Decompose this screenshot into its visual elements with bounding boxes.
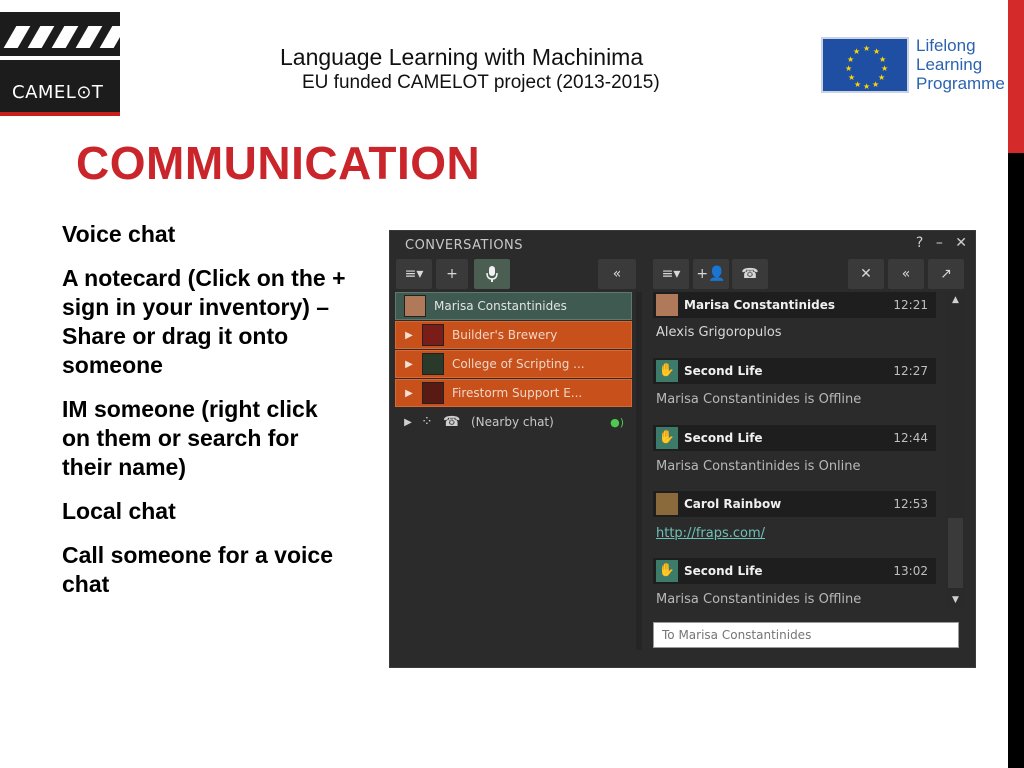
scroll-up-icon[interactable]: ▲ [952,295,959,305]
conversation-item-firestorm-support[interactable]: ▶ Firestorm Support E... [395,379,632,407]
collapse-list-button[interactable]: « [598,259,636,289]
chat-scrollbar[interactable] [946,292,965,608]
avatar [656,493,678,515]
conversation-item-nearby-chat[interactable]: ▶ ⁘ ☎ (Nearby chat) ●) [395,408,632,436]
chat-input[interactable] [653,622,959,648]
group-icon [422,324,444,346]
second-life-hand-icon: ✋ [656,360,678,382]
conversation-item-builders-brewery[interactable]: ▶ Builder's Brewery [395,321,632,349]
call-button[interactable]: ☎ [732,259,768,289]
close-icon[interactable]: ✕ [955,235,967,251]
bullet-item: IM someone (right click on them or search for their name) [62,396,318,480]
message-header: ✋ Second Life 13:02 [653,558,936,584]
message-header: Marisa Constantinides 12:21 [653,292,936,318]
message-text: Marisa Constantinides is Offline [656,392,862,407]
nearby-people-icon: ⁘ [421,414,433,430]
expand-arrow-icon[interactable]: ▶ [405,329,413,341]
help-icon[interactable]: ? [915,235,924,251]
expand-arrow-icon[interactable]: ▶ [405,387,413,399]
message-link[interactable]: http://fraps.com/ [656,526,766,541]
message-text: Alexis Grigoropulos [656,325,782,340]
bullet-list [62,220,352,614]
minimize-icon[interactable]: – [935,235,943,251]
avatar [656,294,678,316]
message-header: ✋ Second Life 12:44 [653,425,936,451]
panel-divider[interactable] [636,292,642,650]
header-title: Language Learning with Machinima [280,44,644,70]
bullet-item: Call someone for a voice chat [62,542,333,597]
message-header: ✋ Second Life 12:27 [653,358,936,384]
collapse-conversation-button[interactable]: « [888,259,924,289]
group-icon [422,382,444,404]
message-text: Marisa Constantinides is Offline [656,592,862,607]
conversation-list [395,292,634,648]
phone-icon: ☎ [443,414,461,430]
second-life-hand-icon: ✋ [656,427,678,449]
scroll-down-icon[interactable]: ▼ [952,595,959,605]
slide-title: COMMUNICATION [76,137,481,189]
header-subtitle: EU funded CAMELOT project (2013-2015) [302,72,660,93]
bullet-item: A notecard (Click on the + sign in your inventory) – Share or drag it onto someone [62,265,346,378]
expand-arrow-icon[interactable]: ▶ [405,358,413,370]
avatar [404,295,426,317]
eu-flag-icon: ★ ★ ★ ★ ★ ★ ★ ★ ★ ★ ★ ★ [821,37,909,93]
microphone-button[interactable] [474,259,510,289]
add-participant-button[interactable]: +👤 [693,259,729,289]
microphone-icon [485,265,499,283]
tear-off-button[interactable]: ↗ [928,259,964,289]
clapperboard-icon [0,18,120,54]
slide-accent-bar-red [1008,0,1024,153]
close-conversation-button[interactable]: ✕ [848,259,884,289]
conversations-window [389,230,976,668]
chat-history [653,292,938,608]
lifelong-learning-programme-label: Lifelong Learning Programme [916,36,1005,93]
chat-options-button[interactable]: ≡▾ [653,259,689,289]
message-text: Marisa Constantinides is Online [656,459,861,474]
voice-active-icon: ●) [610,415,624,429]
expand-arrow-icon[interactable]: ▶ [404,416,412,428]
logo-text: CAMEL⊙T [12,82,104,103]
message-header: Carol Rainbow 12:53 [653,491,936,517]
slide-accent-bar-black [1008,153,1024,768]
conversation-item-marisa[interactable]: Marisa Constantinides [395,292,632,320]
second-life-hand-icon: ✋ [656,560,678,582]
bullet-item: Voice chat [62,221,176,247]
scroll-thumb[interactable] [948,518,963,588]
add-conversation-button[interactable]: + [436,259,468,289]
group-icon [422,353,444,375]
view-options-button[interactable]: ≡▾ [396,259,432,289]
camelot-logo [0,12,120,116]
bullet-item: Local chat [62,498,176,524]
conversations-title: CONVERSATIONS [405,238,524,253]
window-controls [908,235,967,251]
conversation-item-college-of-scripting[interactable]: ▶ College of Scripting ... [395,350,632,378]
